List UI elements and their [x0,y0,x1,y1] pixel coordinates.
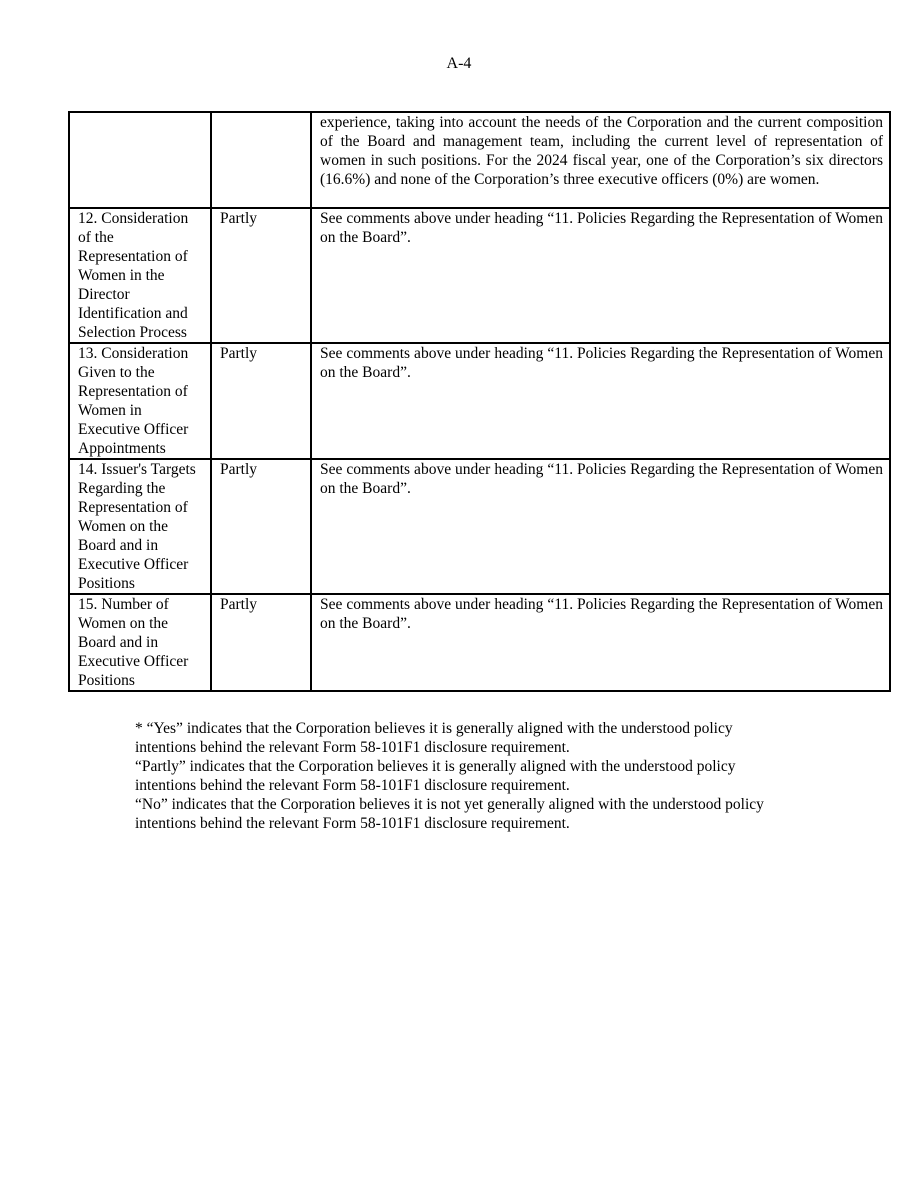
status-cell: Partly [211,208,311,343]
footnotes [135,719,795,833]
table-row [69,112,890,208]
item-cell [69,112,211,208]
status-cell [211,112,311,208]
footnote-yes: * “Yes” indicates that the Corporation believes it is generally aligned with the understood policy intentions behind the relevant Form 58-101F1 disclosure requirement. [135,720,733,756]
item-cell: 14. Issuer's Targets Regarding the Representation of Women on the Board and in Executive Officer Positions [69,459,211,594]
item-cell: 13. Consideration Given to the Representation of Women in Executive Officer Appointments [69,343,211,459]
status-cell: Partly [211,343,311,459]
comment-cell: experience, taking into account the needs of the Corporation and the current composition of the Board and management team, including the current level of representation of women in such positions. For the 2024 fiscal year, one of the Corporation’s six directors (16.6%) and none of the Corporation’s three executive officers (0%) are women. [311,112,890,208]
page-number: A-4 [446,55,472,72]
disclosure-table [68,111,891,692]
comment-cell: See comments above under heading “11. Policies Regarding the Representation of Women on the Board”. [311,594,890,691]
footnote-no: “No” indicates that the Corporation believes it is not yet generally aligned with the understood policy intentions behind the relevant Form 58-101F1 disclosure requirement. [135,796,764,832]
comment-cell: See comments above under heading “11. Policies Regarding the Representation of Women on the Board”. [311,343,890,459]
table-row [69,343,890,459]
status-cell: Partly [211,594,311,691]
item-cell: 15. Number of Women on the Board and in Executive Officer Positions [69,594,211,691]
footnote-partly: “Partly” indicates that the Corporation believes it is generally aligned with the understood policy intentions behind the relevant Form 58-101F1 disclosure requirement. [135,758,736,794]
table-row [69,208,890,343]
comment-cell: See comments above under heading “11. Policies Regarding the Representation of Women on the Board”. [311,208,890,343]
status-cell: Partly [211,459,311,594]
table-row [69,459,890,594]
item-cell: 12. Consideration of the Representation of Women in the Director Identification and Selection Process [69,208,211,343]
table-row [69,594,890,691]
comment-cell: See comments above under heading “11. Policies Regarding the Representation of Women on the Board”. [311,459,890,594]
